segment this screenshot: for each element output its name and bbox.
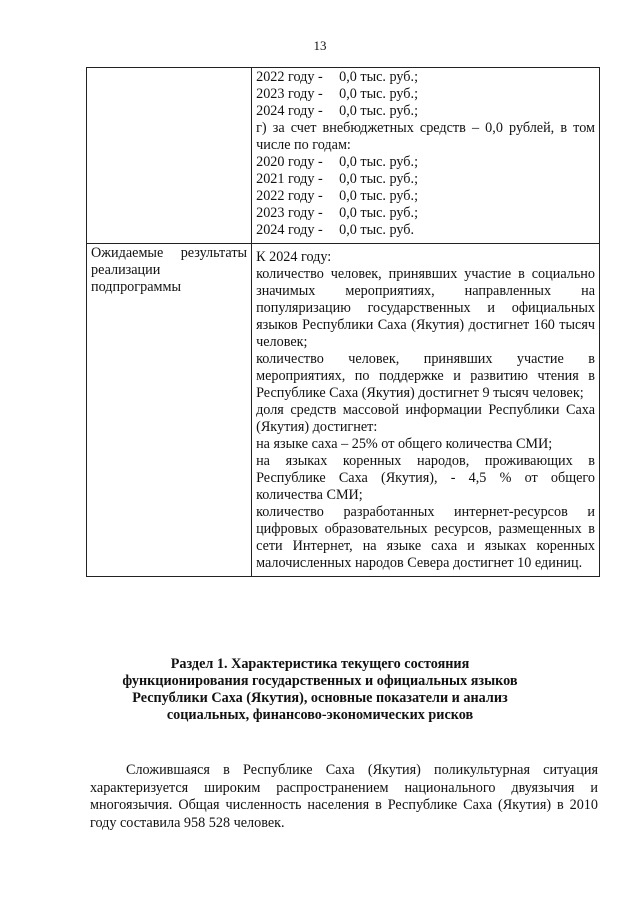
offbudget-funding-text: г) за счет внебюджетных средств – 0,0 рублей, в том числе по годам: [256, 120, 595, 153]
offbudget-line-2023: 2023 году - 0,0 тыс. руб.; [256, 205, 419, 221]
section-heading-line: Раздел 1. Характеристика текущего состояния [170, 656, 470, 672]
funding-line-2024: 2024 году - 0,0 тыс. руб.; [256, 103, 419, 119]
funding-line-2023: 2023 году - 0,0 тыс. руб.; [256, 86, 419, 102]
offbudget-line-2022: 2022 году - 0,0 тыс. руб.; [256, 188, 419, 204]
section-heading-line: функционирования государственных и официальных языков [122, 673, 518, 689]
section-heading [90, 656, 550, 724]
result-item: количество человек, принявших участие в мероприятиях, по поддержке и развитию чтения в Республике Саха (Якутия) достигнет 9 тысяч человек; [256, 351, 595, 401]
expected-results-cell [252, 244, 600, 577]
expected-results-label: Ожидаемые результаты реализации подпрограммы [87, 244, 252, 577]
offbudget-line-2024: 2024 году - 0,0 тыс. руб. [256, 222, 415, 238]
result-item: на языке саха – 25% от общего количества СМИ; [256, 436, 553, 452]
expected-results-intro: К 2024 году: [256, 249, 332, 265]
section-heading-line: социальных, финансово-экономических рисков [166, 707, 474, 723]
funding-line-2022: 2022 году - 0,0 тыс. руб.; [256, 69, 419, 85]
funding-by-year-cell [252, 68, 600, 244]
page-number: 13 [313, 38, 327, 53]
result-item: доля средств массовой информации Республики Саха (Якутия) достигнет: [256, 402, 595, 435]
table-row-expected-results [87, 244, 600, 577]
body-paragraph: Сложившаяся в Республике Саха (Якутия) поликультурная ситуация характеризуется широким распространением национального двуязычия и многоязычия. Общая численность населения в Республике Саха (Якутия) в 2010 году составила 958 528 человек. [90, 762, 598, 831]
section-heading-line: Республики Саха (Якутия), основные показатели и анализ [132, 690, 508, 706]
result-item: количество человек, принявших участие в социально значимых мероприятиях, направленных на популяризацию государственных и официальных языков Республики Саха (Якутия) достигнет 160 тысяч человек; [256, 266, 595, 350]
offbudget-line-2021: 2021 году - 0,0 тыс. руб.; [256, 171, 419, 187]
program-passport-table [86, 67, 600, 577]
table-row-funding [87, 68, 600, 244]
result-item: количество разработанных интернет-ресурсов и цифровых образовательных ресурсов, размещенных в сети Интернет, на языке саха и языках коренных малочисленных народов Севера достигнет 10 единиц. [256, 504, 595, 571]
result-item: на языках коренных народов, проживающих в Республике Саха (Якутия), - 4,5 % от общего количества СМИ; [256, 453, 595, 503]
offbudget-line-2020: 2020 году - 0,0 тыс. руб.; [256, 154, 419, 170]
table-row-label-funding [87, 68, 252, 244]
